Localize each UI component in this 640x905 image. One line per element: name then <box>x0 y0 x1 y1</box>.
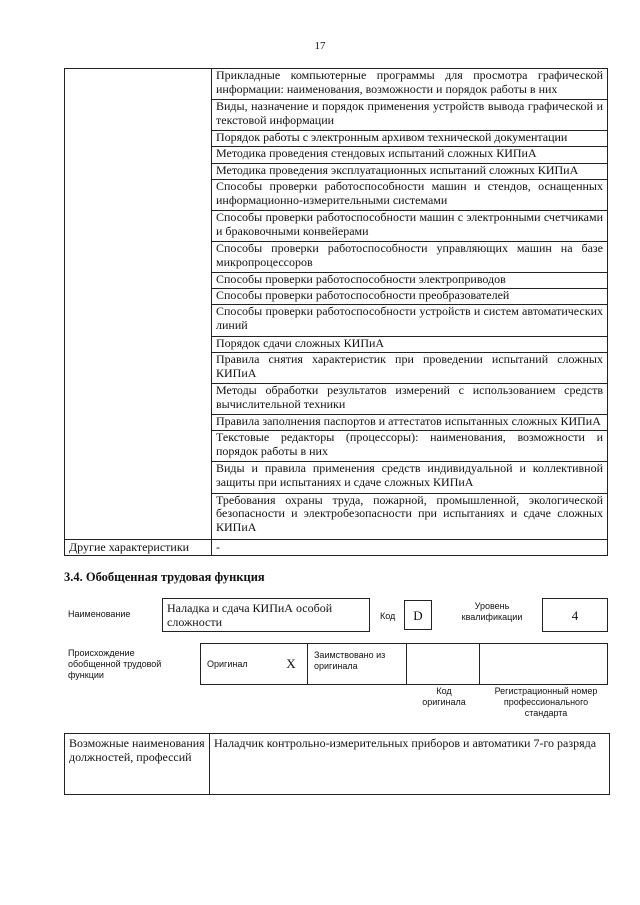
table-row <box>65 539 608 555</box>
knowledge-item: Способы проверки работоспособности преобразователей <box>212 289 608 305</box>
registration-number-cell <box>480 644 608 685</box>
registration-number-label: Регистрационный номер профессионального стандарта <box>494 686 598 718</box>
knowledge-item: Способы проверки работоспособности электроприводов <box>212 273 608 289</box>
section-title: 3.4. Обобщенная трудовая функция <box>64 570 265 584</box>
name-label: Наименование <box>68 609 131 619</box>
original-code-cell <box>407 644 480 685</box>
knowledge-item: Требования охраны труда, пожарной, промышленной, экологической безопасности и электробезопасности при испытаниях и сдаче сложных КИПиА <box>212 493 608 539</box>
knowledge-item: Способы проверки работоспособности машин и стендов, оснащенных информационно-измерительными системами <box>212 179 608 210</box>
knowledge-item: Способы проверки работоспособности управляющих машин на базе микропроцессоров <box>212 242 608 273</box>
knowledge-item: Текстовые редакторы (процессоры): наименования, возможности и порядок работы в них <box>212 431 608 462</box>
positions-value: Наладчик контрольно-измерительных приборов и автоматики 7-го разряда <box>210 734 610 795</box>
origin-table <box>200 643 608 685</box>
table-row <box>65 69 608 100</box>
original-code-label: Код оригинала <box>422 686 466 707</box>
other-characteristics-label: Другие характеристики <box>65 539 212 555</box>
qualification-level-label: Уровень квалификации <box>461 601 523 622</box>
page-number: 17 <box>314 40 326 52</box>
qualification-level-field: 4 <box>542 598 608 632</box>
knowledge-item: Методика проведения стендовых испытаний сложных КИПиА <box>212 147 608 163</box>
knowledge-table <box>64 68 608 556</box>
code-label: Код <box>380 611 396 621</box>
origin-label: Происхождение обобщенной трудовой функции <box>68 648 162 680</box>
original-label: Оригинал <box>201 644 276 685</box>
positions-table <box>64 733 610 795</box>
borrowed-label: Заимствовано из оригинала <box>308 644 407 685</box>
knowledge-item: Способы проверки работоспособности устройств и систем автоматических линий <box>212 305 608 336</box>
knowledge-item: Методы обработки результатов измерений с использованием средств вычислительной техники <box>212 383 608 414</box>
knowledge-item: Правила снятия характеристик при проведении испытаний сложных КИПиА <box>212 352 608 383</box>
other-characteristics-value: - <box>212 539 608 555</box>
knowledge-item: Порядок работы с электронным архивом технической документации <box>212 131 608 147</box>
knowledge-item: Виды, назначение и порядок применения устройств вывода графической и текстовой информации <box>212 100 608 131</box>
knowledge-item: Методика проведения эксплуатационных испытаний сложных КИПиА <box>212 163 608 179</box>
knowledge-item: Виды и правила применения средств индивидуальной и коллективной защиты при испытаниях и сдаче сложных КИПиА <box>212 462 608 493</box>
knowledge-item: Способы проверки работоспособности машин с электронными счетчиками и браковочными конвейерами <box>212 210 608 241</box>
original-mark: X <box>275 644 308 685</box>
knowledge-category-cell <box>65 69 212 540</box>
knowledge-item: Прикладные компьютерные программы для просмотра графической информации: наименования, возможности и порядок работы в них <box>212 69 608 100</box>
knowledge-item: Правила заполнения паспортов и аттестатов испытанных сложных КИПиА <box>212 415 608 431</box>
knowledge-item: Порядок сдачи сложных КИПиА <box>212 336 608 352</box>
function-code-field: D <box>404 600 432 630</box>
function-name-field: Наладка и сдача КИПиА особой сложности <box>162 598 370 632</box>
positions-label: Возможные наименования должностей, профессий <box>65 734 210 795</box>
